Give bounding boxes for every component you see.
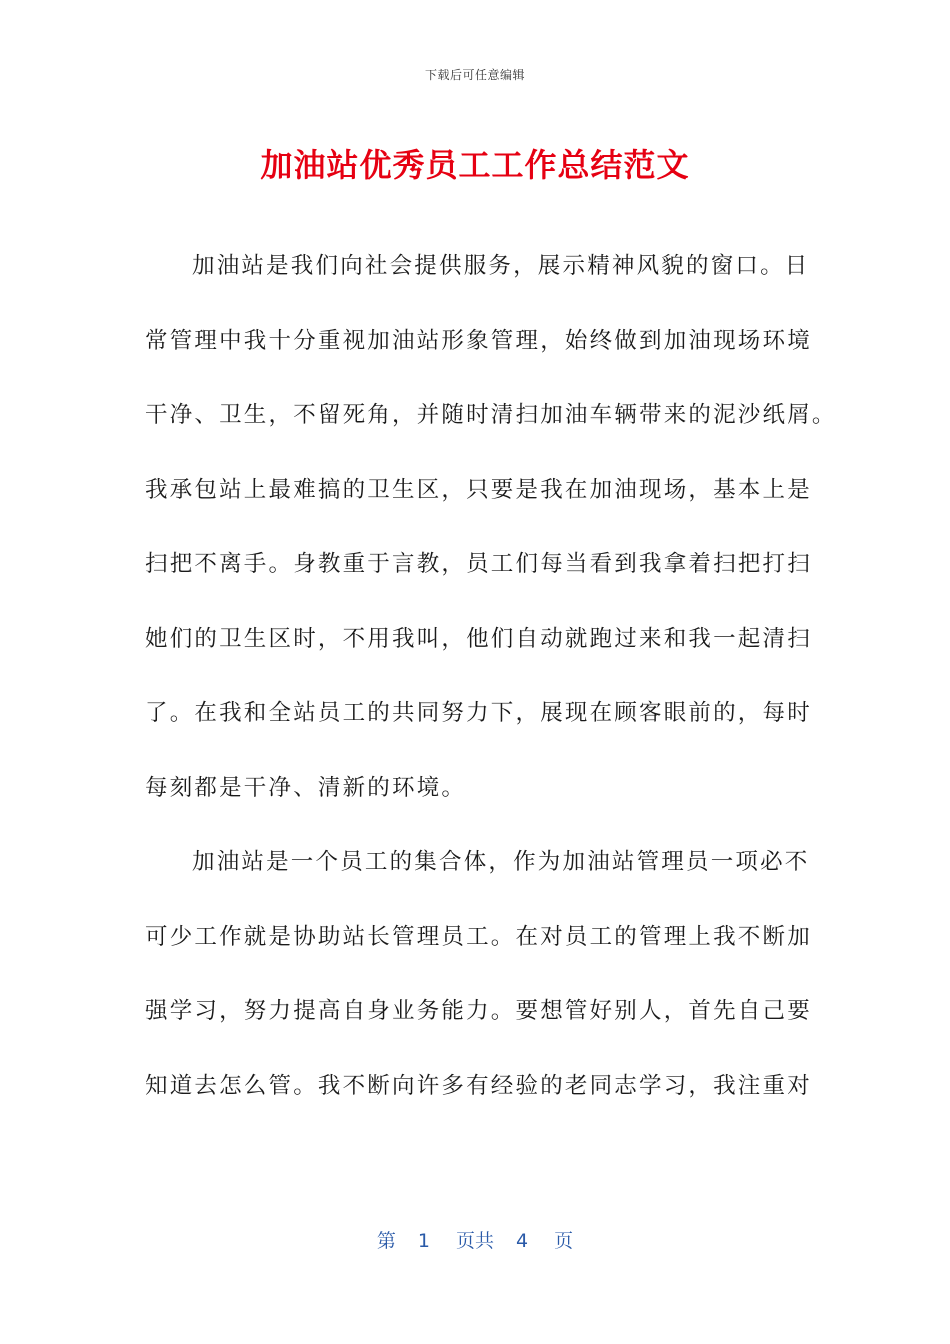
paragraph-2: [145, 840, 812, 1138]
footer-middle: 页共: [455, 1230, 494, 1252]
document-body: [145, 244, 837, 1138]
footer-suffix: 页: [554, 1230, 574, 1252]
paragraph-line: 她们的卫生区时，不用我叫，他们自动就跑过来和我一起清扫: [145, 625, 812, 652]
header-note: 下载后可任意编辑: [424, 68, 525, 82]
paragraph-line: 可少工作就是协助站长管理员工。在对员工的管理上我不断加: [145, 923, 812, 950]
footer-total-pages: 4: [516, 1230, 529, 1252]
footer-current-page: 1: [417, 1230, 430, 1252]
paragraph-line: 加油站是我们向社会提供服务，展示精神风貌的窗口。日: [192, 253, 810, 279]
paragraph-1: [145, 244, 837, 840]
footer-prefix: 第: [376, 1230, 396, 1252]
paragraph-line: 强学习，努力提高自身业务能力。要想管好别人，首先自己要: [145, 998, 812, 1024]
page-number-footer: [0, 1226, 950, 1253]
paragraph-line: 每刻都是干净、清新的环境。: [145, 774, 467, 801]
paragraph-line: 常管理中我十分重视加油站形象管理，始终做到加油现场环境: [145, 327, 812, 354]
document-title: 加油站优秀员工工作总结范文: [260, 146, 690, 184]
paragraph-line: 扫把不离手。身教重于言教，员工们每当看到我拿着扫把打扫: [145, 551, 812, 577]
paragraph-line: 了。在我和全站员工的共同努力下，展现在顾客眼前的，每时: [145, 700, 812, 726]
paragraph-line: 加油站是一个员工的集合体，作为加油站管理员一项必不: [192, 849, 810, 875]
paragraph-line: 干净、卫生，不留死角，并随时清扫加油车辆带来的泥沙纸屑。: [145, 402, 837, 428]
paragraph-line: 我承包站上最难搞的卫生区，只要是我在加油现场，基本上是: [145, 476, 812, 503]
paragraph-line: 知道去怎么管。我不断向许多有经验的老同志学习，我注重对: [145, 1072, 812, 1099]
